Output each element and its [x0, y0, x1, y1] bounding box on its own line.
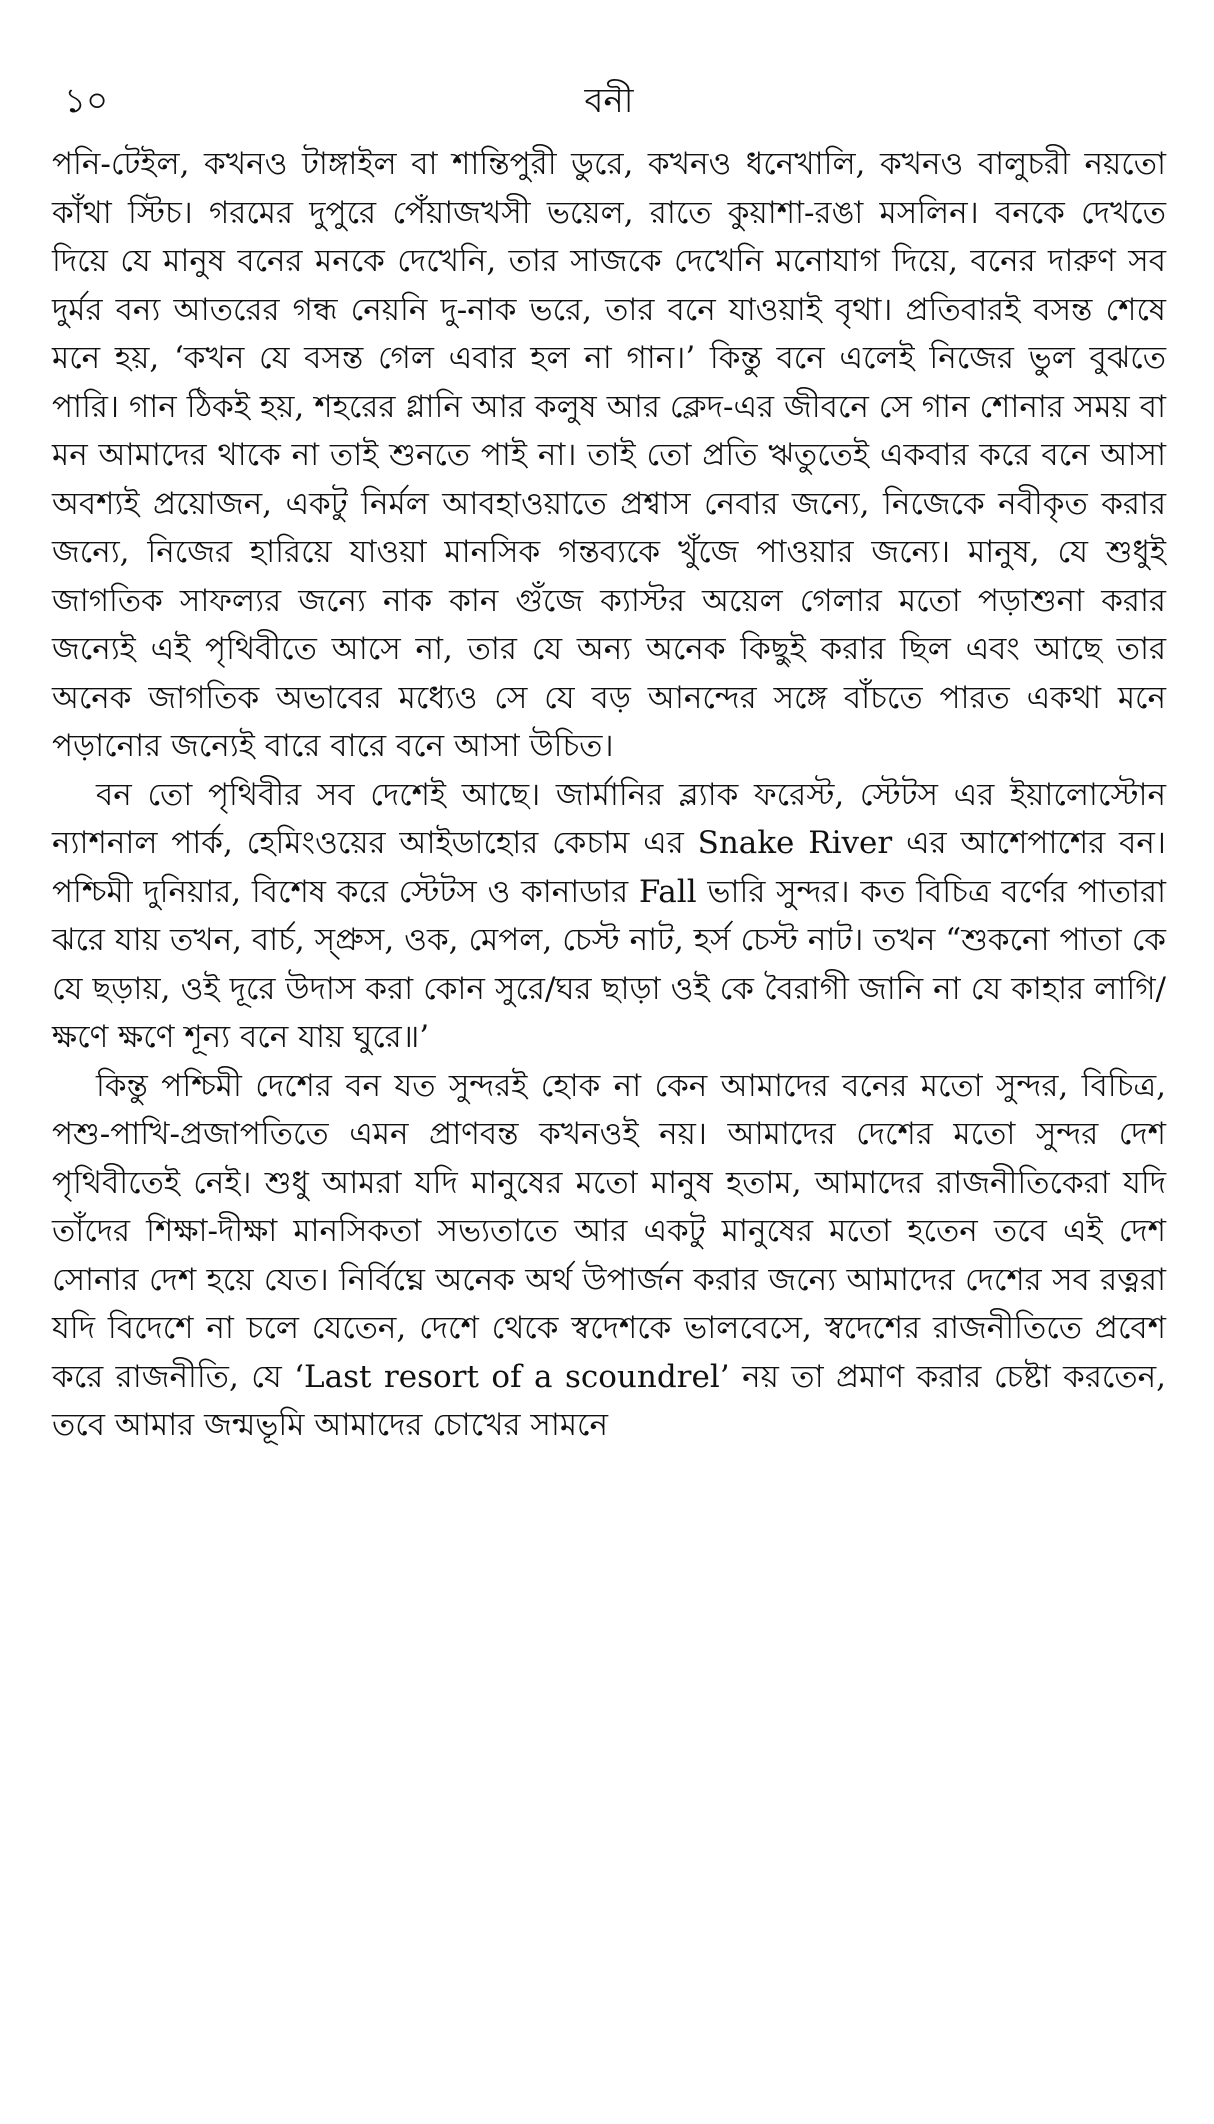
paragraph-2: বন তো পৃথিবীর সব দেশেই আছে। জার্মানির ব্ল্যাক ফরেস্ট, স্টেটস এর ইয়ালোস্টোন ন্যাশনাল পার্ক, হেমিংওয়ের আইডাহোর কেচাম এর Snake River এর আশেপাশের বন। পশ্চিমী দুনিয়ার, বিশেষ করে স্টেটস ও কানাডার Fall ভারি সুন্দর। কত বিচিত্র বর্ণের পাতারা ঝরে যায় তখন, বার্চ, স্প্রুস, ওক, মেপল, চেস্ট নাট, হর্স চেস্ট নাট। তখন “শুকনো পাতা কে যে ছড়ায়, ওই দূরে উদাস করা কোন সুরে/ঘর ছাড়া ওই কে বৈরাগী জানি না যে কাহার লাগি/ক্ষণে ক্ষণে শূন্য বনে যায় ঘুরে॥’ [52, 776, 1166, 1055]
paragraph-1: পনি-টেইল, কখনও টাঙ্গাইল বা শান্তিপুরী ডুরে, কখনও ধনেখালি, কখনও বালুচরী নয়তো কাঁথা স্টিচ। গরমের দুপুরে পেঁয়াজখসী ভয়েল, রাতে কুয়াশা-রঙা মসলিন। বনকে দেখতে দিয়ে যে মানুষ বনের মনকে দেখেনি, তার সাজকে দেখেনি মনোযাগ দিয়ে, বনের দারুণ সব দুর্মর বন্য আতরের গন্ধ নেয়নি দু-নাক ভরে, তার বনে যাওয়াই বৃথা। প্রতিবারই বসন্ত শেষে মনে হয়, ‘কখন যে বসন্ত গেল এবার হল না গান।’ কিন্তু বনে এলেই নিজের ভুল বুঝতে পারি। গান ঠিকই হয়, শহরের গ্লানি আর কলুষ আর ক্লেদ-এর জীবনে সে গান শোনার সময় বা মন আমাদের থাকে না তাই শুনতে পাই না। তাই তো প্রতি ঋতুতেই একবার করে বনে আসা অবশ্যই প্রয়োজন, একটু নির্মল আবহাওয়াতে প্রশ্বাস নেবার জন্যে, নিজেকে নবীকৃত করার জন্যে, নিজের হারিয়ে যাওয়া মানসিক গন্তব্যকে খুঁজে পাওয়ার জন্যে। মানুষ, যে শুধুই জাগতিক সাফল্যর জন্যে নাক কান গুঁজে ক্যাস্টর অয়েল গেলার মতো পড়াশুনা করার জন্যেই এই পৃথিবীতে আসে না, তার যে অন্য অনেক কিছুই করার ছিল এবং আছে তার অনেক জাগতিক অভাবের মধ্যেও সে যে বড় আনন্দের সঙ্গে বাঁচতে পারত একথা মনে পড়ানোর জন্যেই বারে বারে বনে আসা উচিত। [52, 146, 1166, 764]
body-text [52, 140, 1166, 1450]
page-title: বনী [584, 81, 634, 121]
running-header [52, 72, 1166, 130]
paragraph-3: কিন্তু পশ্চিমী দেশের বন যত সুন্দরই হোক না কেন আমাদের বনের মতো সুন্দর, বিচিত্র, পশু-পাখি-প্রজাপতিতে এমন প্রাণবন্ত কখনওই নয়। আমাদের দেশের মতো সুন্দর দেশ পৃথিবীতেই নেই। শুধু আমরা যদি মানুষের মতো মানুষ হতাম, আমাদের রাজনীতিকেরা যদি তাঁদের শিক্ষা-দীক্ষা মানসিকতা সভ্যতাতে আর একটু মানুষের মতো হতেন তবে এই দেশ সোনার দেশ হয়ে যেত। নির্বিঘ্নে অনেক অর্থ উপার্জন করার জন্যে আমাদের দেশের সব রত্নরা যদি বিদেশে না চলে যেতেন, দেশে থেকে স্বদেশকে ভালবেসে, স্বদেশের রাজনীতিতে প্রবেশ করে রাজনীতি, যে ‘Last resort of a scoundrel’ নয় তা প্রমাণ করার চেষ্টা করতেন, তবে আমার জন্মভূমি আমাদের চোখের সামনে [52, 1067, 1166, 1443]
page-number: ১০ [64, 81, 109, 121]
